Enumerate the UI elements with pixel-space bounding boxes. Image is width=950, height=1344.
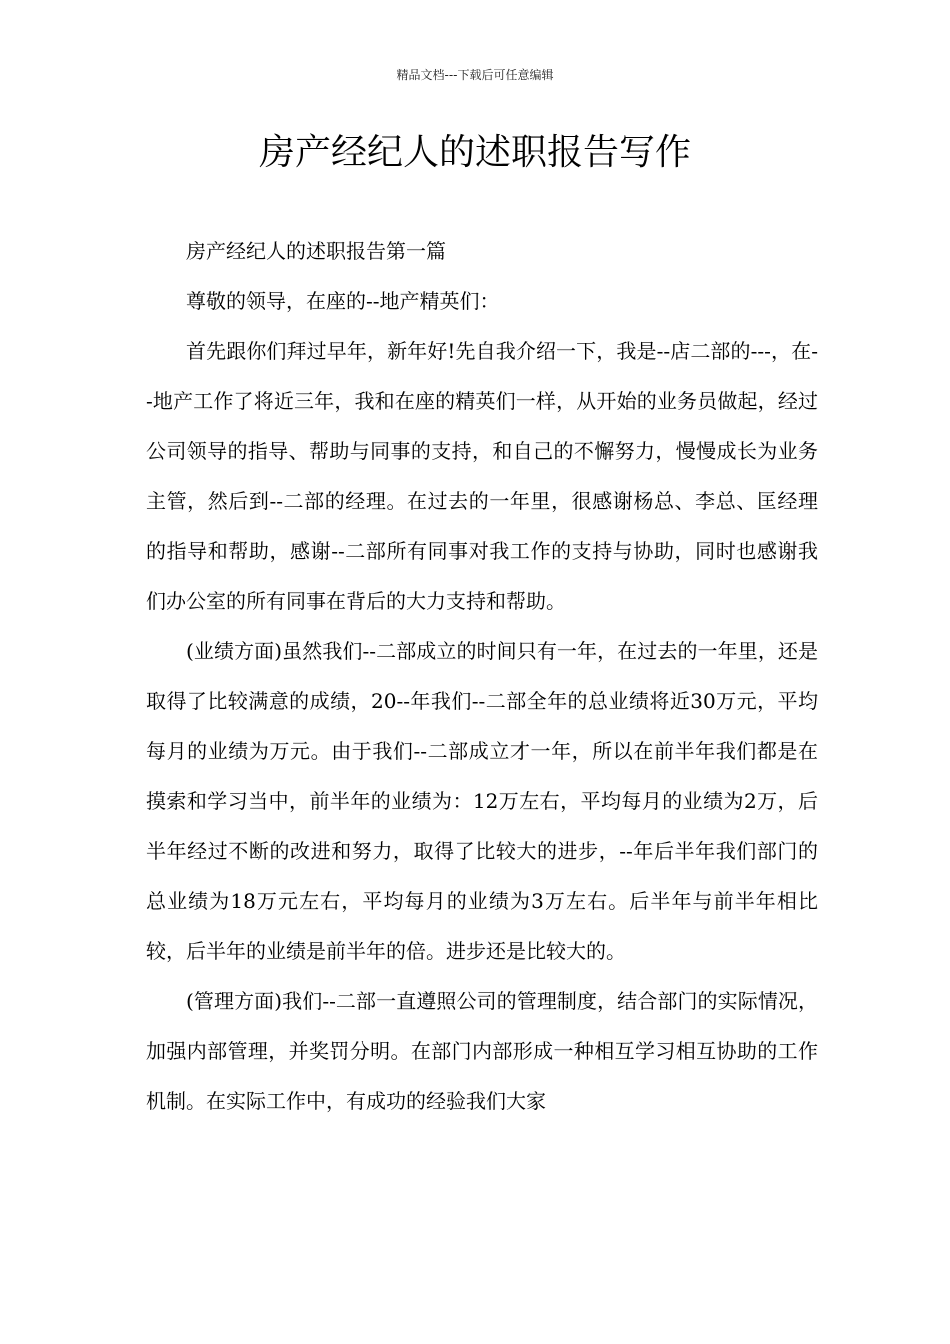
header-note: 精品文档---下载后可任意编辑 — [396, 68, 554, 82]
paragraph-performance: (业绩方面)虽然我们--二部成立的时间只有一年，在过去的一年里，还是取得了比较满意的成绩，20--年我们--二部全年的总业绩将近30万元，平均每月的业绩为万元。由于我们--二部成立才一年，所以在前半年我们都是在摸索和学习当中，前半年的业绩为：12万左右，平均每月的业绩为2万，后半年经过不断的改进和努力，取得了比较大的进步，--年后半年我们部门的总业绩为18万元左右，平均每月的业绩为3万左右。后半年与前半年相比较，后半年的业绩是前半年的倍。进步还是比较大的。 — [146, 639, 818, 963]
paragraph-section-heading: 房产经纪人的述职报告第一篇 — [186, 239, 446, 263]
paragraph-salutation: 尊敬的领导，在座的--地产精英们： — [186, 289, 500, 313]
paragraph-management: (管理方面)我们--二部一直遵照公司的管理制度，结合部门的实际情况，加强内部管理，并奖罚分明。在部门内部形成一种相互学习相互协助的工作机制。在实际工作中，有成功的经验我们大家 — [146, 989, 818, 1113]
paragraph-introduction: 首先跟你们拜过早年，新年好!先自我介绍一下，我是--店二部的---，在--地产工作了将近三年，我和在座的精英们一样，从开始的业务员做起，经过公司领导的指导、帮助与同事的支持，和自己的不懈努力，慢慢成长为业务主管，然后到--二部的经理。在过去的一年里，很感谢杨总、李总、匡经理的指导和帮助，感谢--二部所有同事对我工作的支持与协助，同时也感谢我们办公室的所有同事在背后的大力支持和帮助。 — [146, 339, 818, 613]
document-title: 房产经纪人的述职报告写作 — [258, 132, 691, 173]
document-body — [146, 226, 818, 1126]
